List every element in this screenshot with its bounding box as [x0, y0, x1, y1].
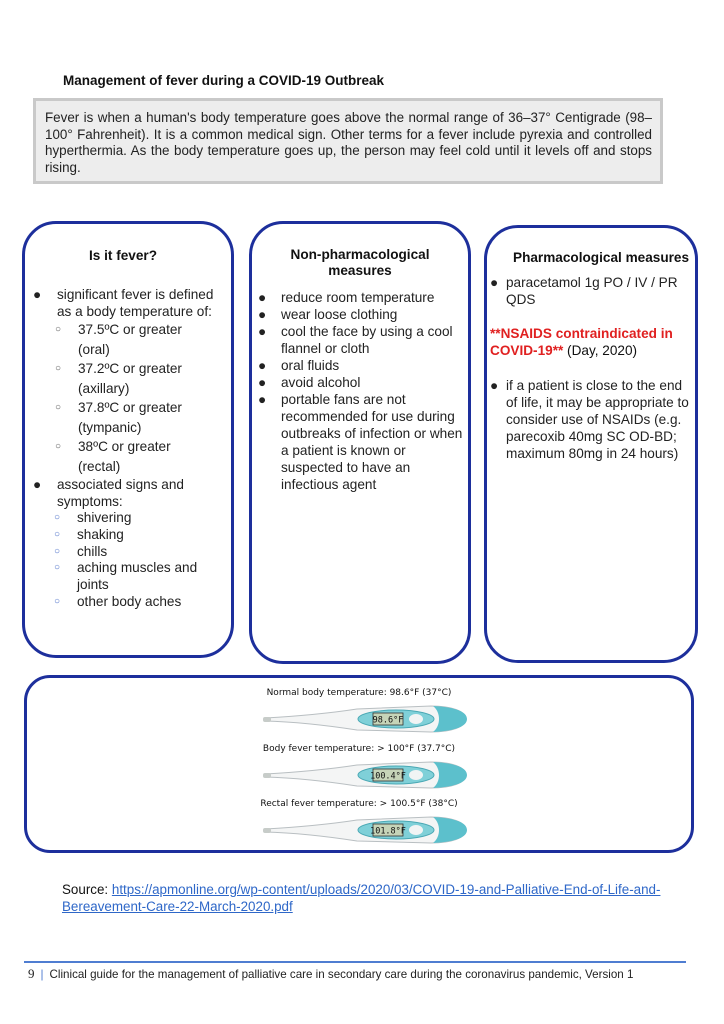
- bullet-icon: ●: [33, 287, 42, 302]
- footer-divider: [24, 961, 686, 963]
- circle-bullet-icon: ○: [55, 441, 62, 452]
- card-pharmacological: [484, 225, 698, 663]
- thermometer-icon: [261, 812, 471, 848]
- circle-bullet-icon: ○: [54, 595, 61, 607]
- card-non-pharmacological: [249, 221, 471, 664]
- list-item: ○ other body aches: [54, 593, 182, 609]
- bullet-icon: ●: [258, 358, 267, 373]
- thermometer-display: 98.6°F: [372, 715, 404, 726]
- thermometer-label: Normal body temperature: 98.6°F (37°C): [266, 688, 452, 698]
- thermometer-display: 101.8°F: [370, 826, 406, 837]
- source-link[interactable]: https://apmonline.org/wp-content/uploads/2020/03/COVID-19-and-Palliative-End-of-Life-and-Bereavement-Care-22-March-2020.pdf: [62, 882, 661, 914]
- footer-separator: |: [40, 968, 44, 981]
- circle-bullet-icon: ○: [54, 528, 61, 540]
- bullet-icon: ●: [258, 375, 267, 390]
- thermometer-display: 100.4°F: [370, 771, 406, 782]
- circle-bullet-icon: ○: [55, 402, 62, 413]
- list-item: ● portable fans are not recommended for use during outbreaks of infection or when a patient is known or suspected to have an infectious agent: [258, 392, 463, 492]
- card-title: Is it fever?: [89, 248, 157, 263]
- circle-bullet-icon: ○: [54, 545, 61, 557]
- thermometer-icon: [261, 701, 471, 737]
- bullet-icon: ●: [258, 290, 267, 305]
- page-footer: [28, 966, 633, 982]
- list-item: ○ 37.2ºC or greater (axillary): [55, 361, 182, 396]
- section-heading: Management of fever during a COVID-19 Outbreak: [63, 73, 385, 88]
- temperature-thresholds: [25, 320, 231, 476]
- bullet-icon: ●: [490, 378, 499, 393]
- list-item: ● wear loose clothing: [258, 307, 398, 322]
- thermometer-icon: [261, 757, 471, 793]
- pharm-list: [487, 274, 695, 308]
- symptoms-list: [25, 510, 231, 611]
- thermometer-label: Body fever temperature: > 100°F (37.7°C): [262, 744, 456, 754]
- list-item: ○ aching muscles and joints: [54, 560, 198, 593]
- thermometer-illustration: [24, 675, 694, 853]
- source-citation: [62, 881, 682, 915]
- card-title: Pharmacological measures: [513, 250, 690, 265]
- list-item: ○ 37.5ºC or greater (oral): [55, 322, 182, 357]
- thermometer-label: Rectal fever temperature: > 100.5°F (38°C): [260, 799, 458, 809]
- signs-list: [25, 476, 231, 510]
- list-item: ○ chills: [54, 543, 108, 559]
- bullet-icon: ●: [490, 275, 499, 290]
- page-number: 9: [28, 966, 35, 981]
- warning-text: **NSAIDS contraindicated in COVID-19**: [490, 326, 673, 358]
- list-item: ○ shivering: [54, 510, 132, 525]
- nsaid-warning: [490, 325, 695, 359]
- bullet-icon: ●: [258, 307, 267, 322]
- bullet-icon: ●: [258, 392, 267, 407]
- warning-reference: (Day, 2020): [563, 343, 638, 358]
- source-label: Source:: [62, 882, 112, 897]
- circle-bullet-icon: ○: [54, 562, 61, 574]
- list-item: ● significant fever is defined as a body temperature of:: [33, 287, 214, 319]
- card-title: Non-pharmacological measures: [290, 247, 430, 278]
- list-item: ○ 38ºC or greater (rectal): [55, 439, 171, 474]
- circle-bullet-icon: ○: [55, 324, 62, 335]
- footer-text: Clinical guide for the management of palliative care in secondary care during the coronavirus pandemic, Version 1: [49, 968, 634, 981]
- card-is-it-fever: [22, 221, 234, 658]
- list-item: ● oral fluids: [258, 358, 340, 373]
- list-item: ● reduce room temperature: [258, 290, 435, 305]
- list-item: ● if a patient is close to the end of life, it may be appropriate to consider use of NSAIDs (e.g. parecoxib 40mg SC OD-BD; maximum 80mg in 24 hours): [490, 378, 689, 461]
- list-item: ● cool the face by using a cool flannel or cloth: [258, 324, 453, 356]
- list-item: ● paracetamol 1g PO / IV / PR QDS: [490, 275, 678, 307]
- list-item: ● avoid alcohol: [258, 375, 361, 390]
- list-item: ● associated signs and symptoms:: [33, 477, 184, 509]
- circle-bullet-icon: ○: [54, 512, 61, 523]
- list-item: ○ shaking: [54, 526, 124, 542]
- bullet-icon: ●: [258, 324, 267, 339]
- list-item: ○ 37.8ºC or greater (tympanic): [55, 400, 182, 435]
- circle-bullet-icon: ○: [55, 363, 62, 374]
- intro-box: Fever is when a human's body temperature goes above the normal range of 36–37° Centigrade (98–100° Fahrenheit). It is a common medical sign. Other terms for a fever include pyrexia and controlled hyperthermia. As the body temperature goes up, the person may feel cold until it levels off and stops rising.: [33, 98, 663, 184]
- pharm-list-2: [487, 377, 695, 462]
- fever-criteria-list: [25, 286, 231, 320]
- bullet-icon: ●: [33, 477, 42, 492]
- non-pharm-list: [252, 289, 468, 493]
